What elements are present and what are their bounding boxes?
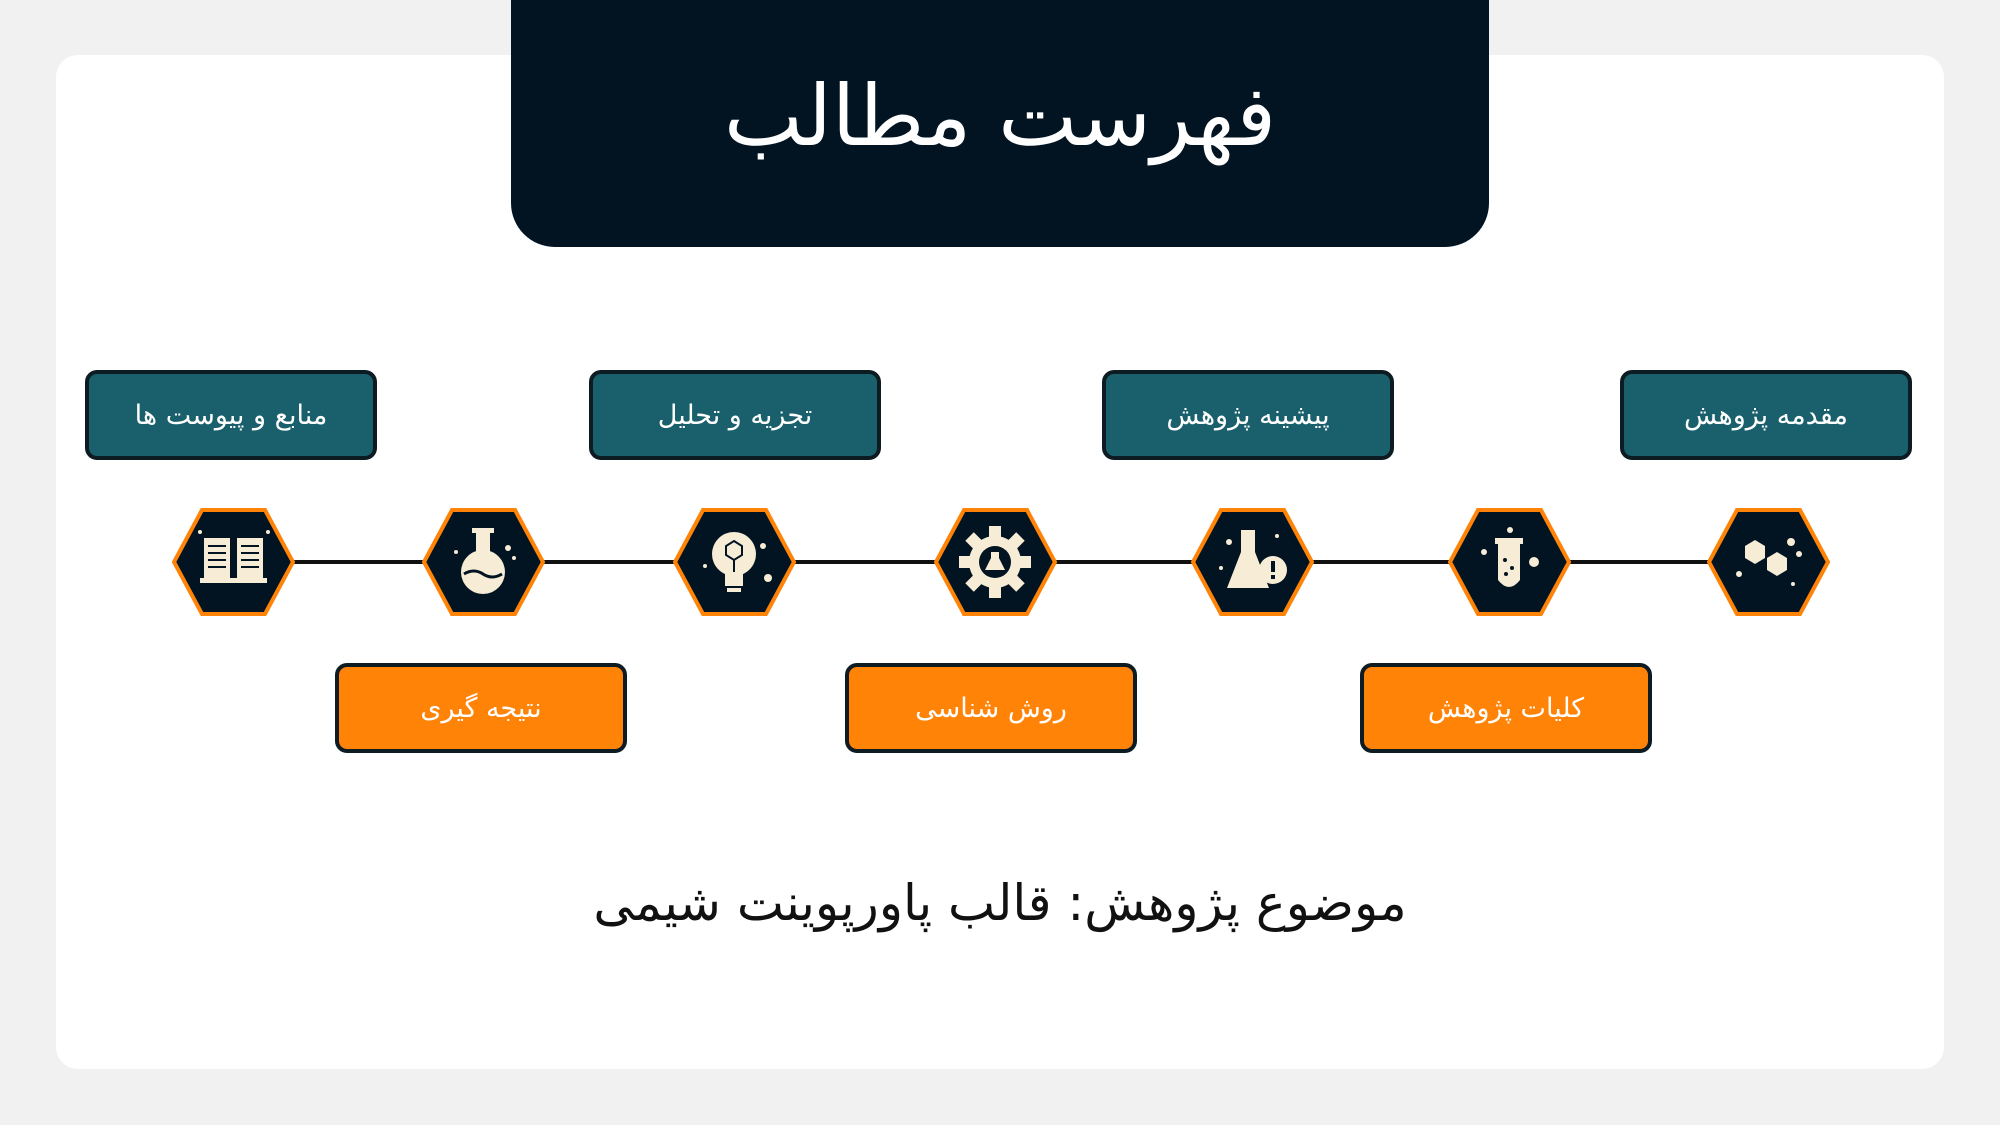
label-literature	[1102, 370, 1394, 460]
round-flask-icon	[422, 508, 545, 616]
hexagon-molecule-icon	[1707, 508, 1830, 616]
lightbulb-molecule-icon	[673, 508, 796, 616]
label-overview	[1360, 663, 1652, 753]
label-introduction-text: مقدمه پژوهش	[1684, 399, 1848, 431]
title-banner	[511, 0, 1489, 247]
label-methodology	[845, 663, 1137, 753]
flask-warning-icon	[1191, 508, 1314, 616]
gear-flask-icon	[934, 508, 1057, 616]
slide-title: فهرست مطالب	[723, 66, 1277, 165]
label-methodology-text: روش شناسی	[915, 692, 1067, 724]
slide-subtitle: موضوع پژوهش: قالب پاورپوینت شیمی	[593, 874, 1407, 932]
label-conclusion-text: نتیجه گیری	[420, 692, 542, 724]
label-references	[85, 370, 377, 460]
label-overview-text: کلیات پژوهش	[1427, 692, 1585, 724]
open-book-icon	[172, 508, 295, 616]
label-conclusion	[335, 663, 627, 753]
test-tube-icon	[1448, 508, 1571, 616]
label-references-text: منابع و پیوست ها	[134, 399, 328, 431]
label-introduction	[1620, 370, 1912, 460]
label-analysis	[589, 370, 881, 460]
label-literature-text: پیشینه پژوهش	[1166, 399, 1330, 431]
label-analysis-text: تجزیه و تحلیل	[657, 399, 813, 431]
